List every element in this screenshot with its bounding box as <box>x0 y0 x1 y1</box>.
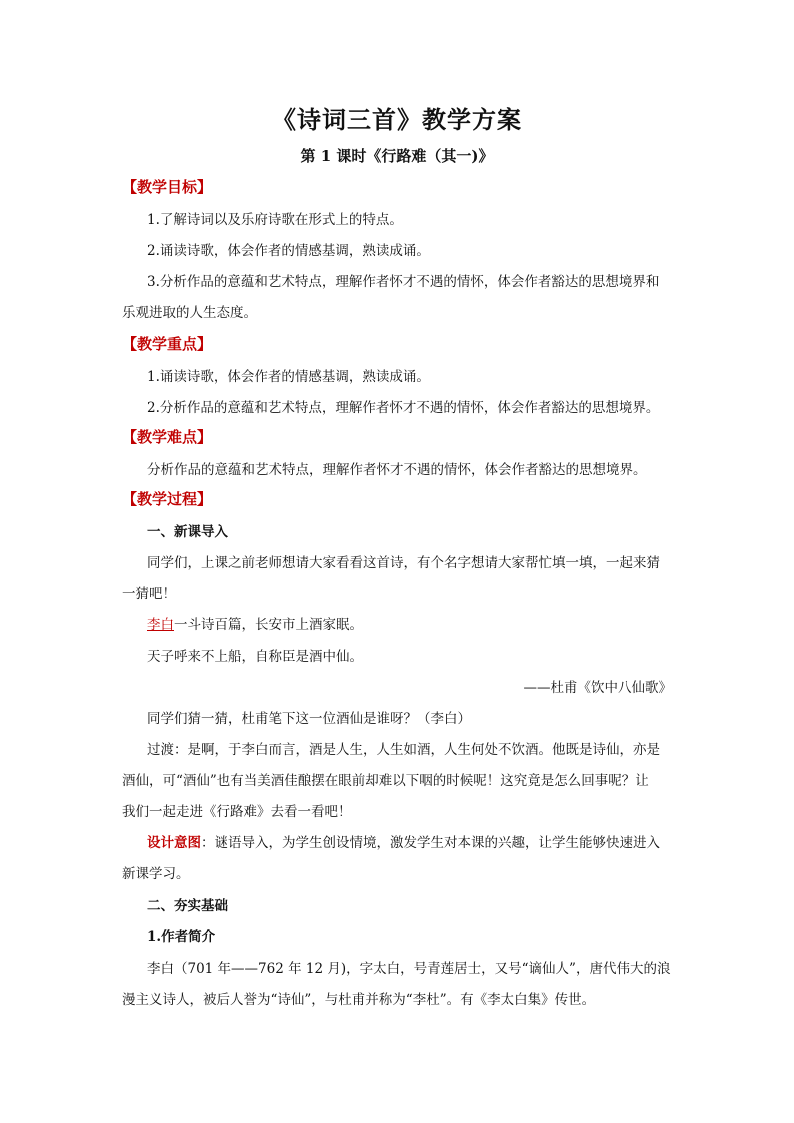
design-intent-line-1 <box>147 831 660 851</box>
difficulty-text: 分析作品的意蕴和艺术特点，理解作者怀才不遇的情怀，体会作者豁达的思想境界。 <box>147 462 647 478</box>
goal-item-1: 1.了解诗词以及乐府诗歌在形式上的特点。 <box>147 212 403 228</box>
part2-title: 二、夯实基础 <box>147 898 228 914</box>
section-heading-goals: 【教学目标】 <box>122 178 213 196</box>
author-line-1: 李白（701 年——762 年 12 月)，字太白，号青莲居士，又号“谪仙人”，唐代伟大的浪 <box>147 961 671 977</box>
intro-line-2: 一猜吧！ <box>122 586 176 602</box>
intro-line-1: 同学们，上课之前老师想请大家看看这首诗，有个名字想请大家帮忙填一填，一起来猜 <box>147 555 660 571</box>
goal-item-2: 2.诵读诗歌，体会作者的情感基调，熟读成诵。 <box>147 243 430 259</box>
focus-item-1: 1.诵读诗歌，体会作者的情感基调，熟读成诵。 <box>147 369 430 385</box>
poem-blank-name: 李白 <box>147 617 174 633</box>
transition-line-1: 过渡：是啊，于李白而言，酒是人生，人生如酒，人生何处不饮酒。他既是诗仙，亦是 <box>147 742 660 758</box>
section-heading-focus: 【教学重点】 <box>122 335 213 353</box>
transition-line-3: 我们一起走进《行路难》去看一看吧！ <box>122 804 352 820</box>
part1-title: 一、新课导入 <box>147 524 228 540</box>
author-line-2: 漫主义诗人，被后人誉为“诗仙”，与杜甫并称为“李杜”。有《李太白集》传世。 <box>122 992 596 1008</box>
poem-line-2: 天子呼来不上船，自称臣是酒中仙。 <box>147 649 363 665</box>
goal-item-3: 3.分析作品的意蕴和艺术特点，理解作者怀才不遇的情怀，体会作者豁达的思想境界和 <box>147 274 660 290</box>
focus-item-2: 2.分析作品的意蕴和艺术特点，理解作者怀才不遇的情怀，体会作者豁达的思想境界。 <box>147 400 660 416</box>
sub1-title: 1.作者简介 <box>147 929 216 945</box>
document-subtitle: 第 1 课时《行路难（其一)》 <box>300 147 494 165</box>
poem-source: ——杜甫《饮中八仙歌》 <box>523 680 672 696</box>
section-heading-process: 【教学过程】 <box>122 490 213 508</box>
poem-line-1 <box>147 613 363 633</box>
document-title: 《诗词三首》教学方案 <box>272 105 522 134</box>
design-intent-text: ：谜语导入，为学生创设情境，激发学生对本课的兴趣，让学生能够快速进入 <box>201 835 660 851</box>
design-intent-line-2: 新课学习。 <box>122 866 190 882</box>
section-heading-difficulty: 【教学难点】 <box>122 428 213 446</box>
goal-item-3-cont: 乐观进取的人生态度。 <box>122 305 257 321</box>
poem-line-1-rest: 一斗诗百篇，长安市上酒家眠。 <box>174 617 363 633</box>
transition-line-2: 酒仙，可“酒仙”也有当美酒佳酿摆在眼前却难以下咽的时候呢！这究竟是怎么回事呢？让 <box>122 773 649 789</box>
question-line: 同学们猜一猜，杜甫笔下这一位酒仙是谁呀？（李白） <box>147 711 471 727</box>
design-intent-label: 设计意图 <box>147 835 201 851</box>
